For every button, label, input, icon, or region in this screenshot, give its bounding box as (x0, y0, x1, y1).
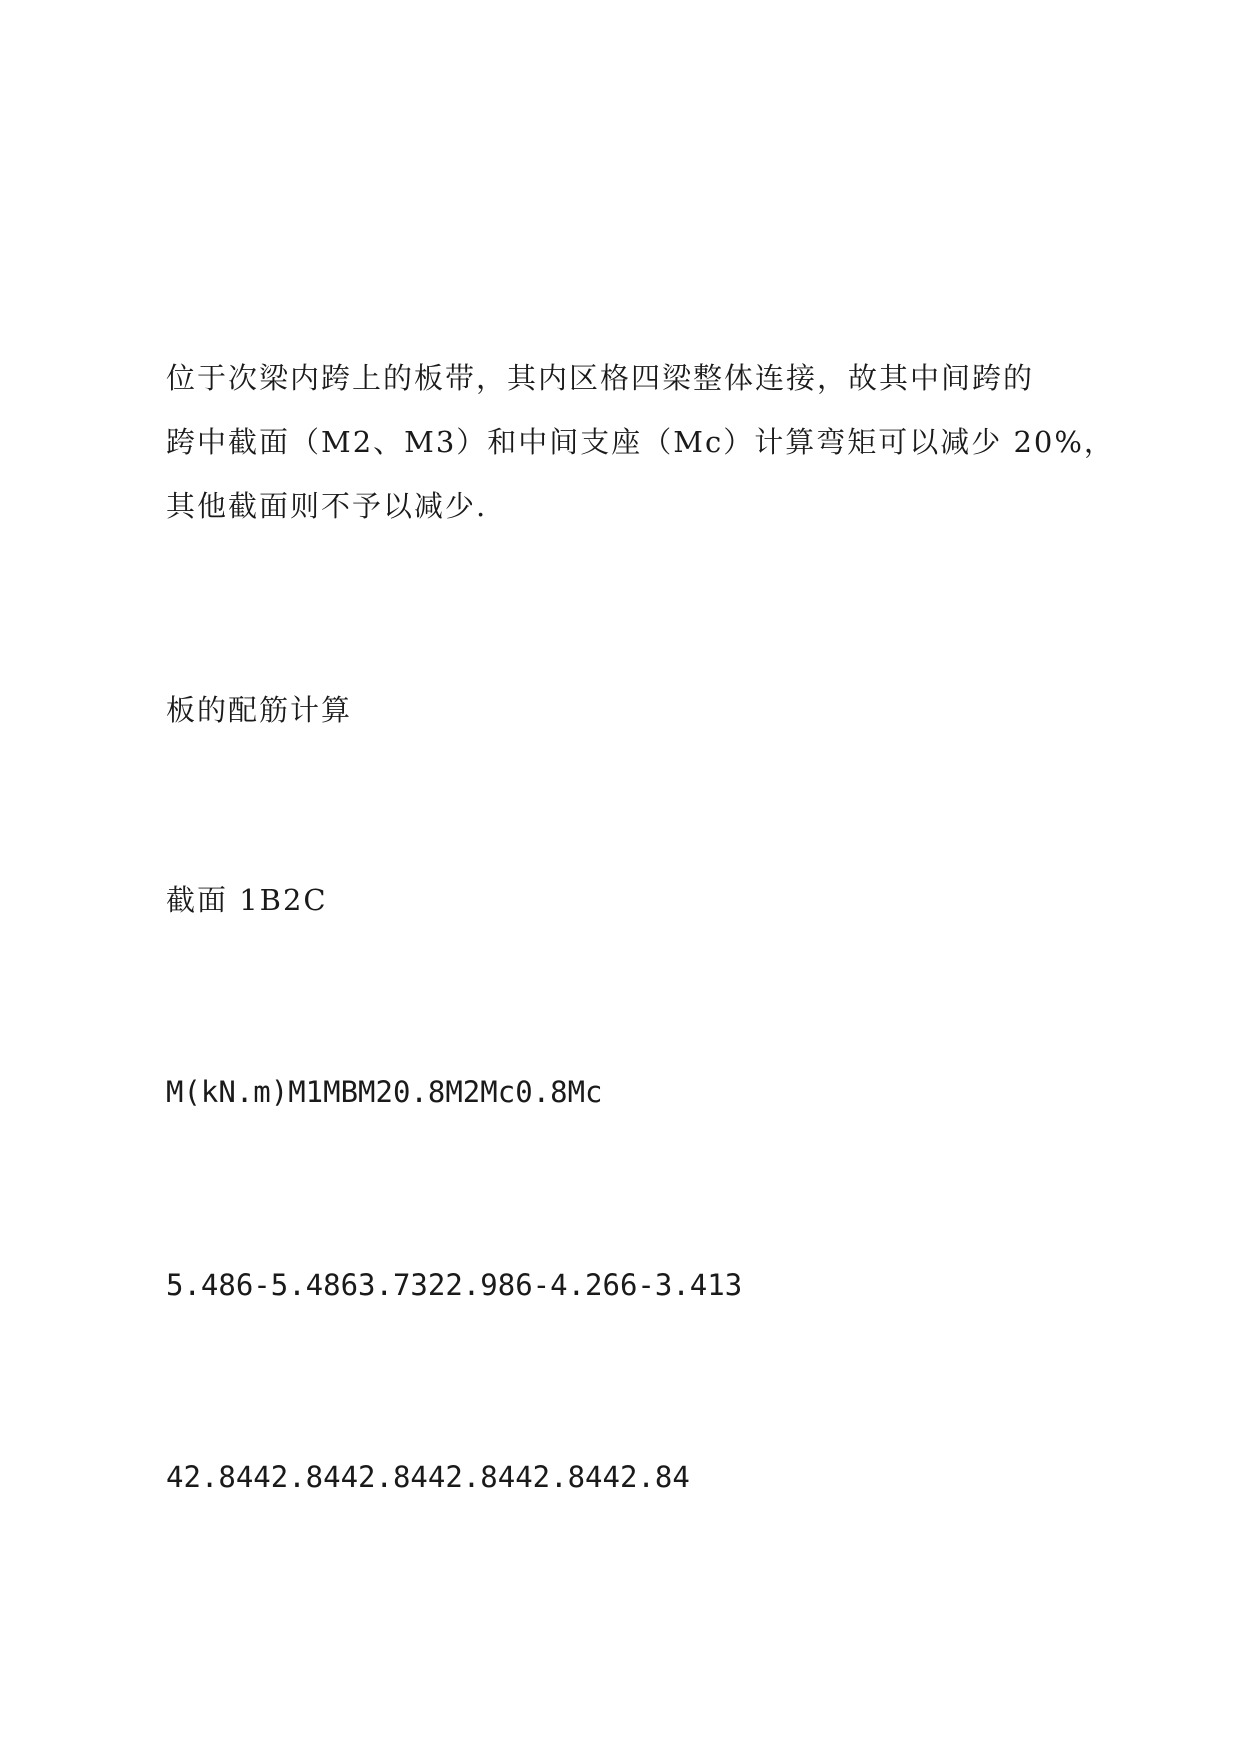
paragraph-line: 位于次梁内跨上的板带，其内区格四梁整体连接，故其中间跨的 (166, 361, 1035, 395)
values-row: 5.486-5.4863.7322.986-4.266-3.413 (166, 1268, 743, 1302)
section-row: 截面 1B2C (166, 883, 328, 917)
paragraph-line: 跨中截面（M2、M3）和中间支座（Mc）计算弯矩可以减少 20%， (166, 425, 1115, 459)
section-heading: 板的配筋计算 (166, 693, 353, 727)
moment-row: M(kN.m)M1MBM20.8M2Mc0.8Mc (166, 1075, 603, 1109)
paragraph-line: 其他截面则不予以减少. (166, 489, 488, 523)
repeat-row: 42.8442.8442.8442.8442.8442.84 (166, 1460, 690, 1494)
intro-paragraph (166, 346, 1115, 538)
